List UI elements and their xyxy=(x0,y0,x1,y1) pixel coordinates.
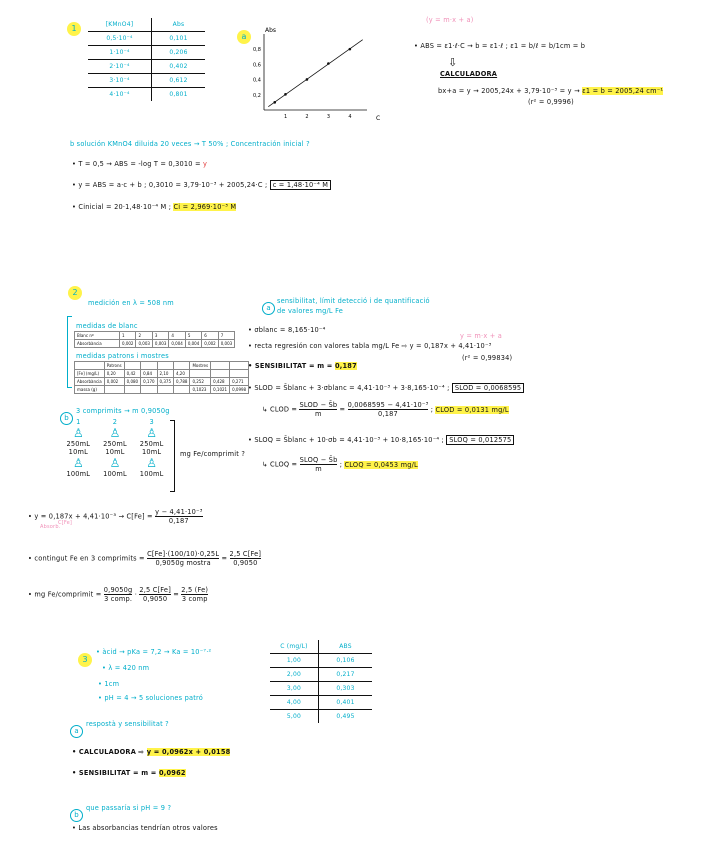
y-tick-label: 0,2 xyxy=(253,92,261,99)
section-3-number: 3 xyxy=(78,647,92,667)
data-point xyxy=(306,78,309,81)
calc-line: bx+a = y → 2005,24x + 3,79·10⁻³ = y → ε1 = b = 2005,24 cm⁻¹ xyxy=(438,87,664,95)
beer-law-line: • ABS = ε1·ℓ·C → b = ε1·ℓ ; ε1 = b/ℓ = b/1cm = b xyxy=(414,42,586,50)
wavelength-note: medición en λ = 508 nm xyxy=(88,299,174,307)
fe-equation: • y = 0,187x + 4,41·10⁻³ → C[Fe] = $\frac{\text{y − 4,41·10⁻³}}{0,187}$ xyxy=(28,508,203,525)
cfe-note: C[Fe] xyxy=(58,520,73,526)
part-3b-answer: • Las absorbancias tendrían otros valores xyxy=(72,824,218,832)
blanc-table: Blanc nº 1 2 3 4 5 6 7 Absorbància 0,002 0,003 0,003 0,004 0,004 0,002 0,003 xyxy=(74,331,235,348)
sigma-blanc: • σblanc = 8,165·10⁻⁴ xyxy=(248,326,326,334)
sec3-item-3: • 1cm xyxy=(98,680,120,688)
calc-r2: (r² = 0,9996) xyxy=(528,98,574,106)
part-b-question: b solución KMnO4 diluida 20 veces → T 50% ; Concentración inicial ? xyxy=(70,140,310,148)
blanc-label: medidas de blanc xyxy=(76,322,138,330)
part-3b-title: que passaría si pH = 9 ? xyxy=(86,804,172,812)
table-row: 2,00 0,217 xyxy=(270,668,372,682)
x-tick-label: 1 xyxy=(283,114,288,120)
table-row: [Fe] (mg/L) 0,20 0,42 0,84 2,10 4,20 xyxy=(75,370,249,378)
part-2a-title: sensibilitat, límit detecció i de quantificació xyxy=(277,297,430,305)
data-point xyxy=(284,93,287,96)
concentration-result: c = 1,48·10⁻⁴ M xyxy=(270,180,331,190)
table-row: 2·10⁻⁴ 0,402 xyxy=(88,60,205,74)
table-row: 4·10⁻⁴ 0,801 xyxy=(88,88,205,102)
flask-icon: ♙ xyxy=(72,426,84,440)
cinicial-result: Ci = 2,969·10⁻³ M xyxy=(173,203,237,211)
x-axis-label: C xyxy=(376,115,381,122)
sec3-table: C (mg/L) ABS 1,00 0,106 2,00 0,217 3,00 0,303 4,00 0,401 5,00 0,495 xyxy=(270,640,372,723)
table-row: 3,00 0,303 xyxy=(270,682,372,696)
regression-note: • recta regresión con valores tabla mg/L Fe ⇨ y = 0,187x + 4,41·10⁻³ xyxy=(248,342,492,350)
table-row: 3·10⁻⁴ 0,612 xyxy=(88,74,205,88)
slod-line: • SLOD = S̄blanc + 3·σblanc = 4,41·10⁻³ + 3·8,165·10⁻⁴ ; SLOD = 0,0068595 xyxy=(248,384,524,392)
table-row: Absorbància 0,002 0,003 0,003 0,004 0,004 0,002 0,003 xyxy=(75,340,235,348)
clod-result: CLOD = 0,0131 mg/L xyxy=(435,405,509,414)
sloq-line: • SLOQ = S̄blanc + 10·σb = 4,41·10⁻³ + 10·8,165·10⁻⁴ ; SLOQ = 0,012575 xyxy=(248,436,514,444)
y-axis-label: Abs xyxy=(265,27,277,34)
flask-icon: ♙ xyxy=(72,456,84,470)
regression-r2: (r² = 0,99834) xyxy=(462,354,513,362)
table-row: 0,5·10⁻⁴ 0,101 xyxy=(88,32,205,46)
table-row: Absorbància 0,002 0,080 0,170 0,375 0,788 0,252 0,428 0,271 xyxy=(75,378,249,386)
table-header: Abs xyxy=(152,18,206,32)
part-a-label: a xyxy=(237,24,251,44)
table-row: massa (g) 0,1023 0,1021 0,0998 xyxy=(75,386,249,394)
sec3-item-2: • λ = 420 nm xyxy=(102,664,150,672)
content-equation: • contingut Fe en 3 comprimits = $\frac{C[Fe]\cdot(100/10)\cdot 0,25L}{\text{0,9050g mostra}}$ = $\frac{2,5 C[Fe]}{0,9050}$ xyxy=(28,550,262,567)
table-header: [KMnO4] xyxy=(88,18,152,32)
sec3-item-1: • àcid → pKa = 7,2 → Ka = 10⁻⁷·² xyxy=(96,648,212,656)
table-row: 5,00 0,495 xyxy=(270,710,372,724)
calibration-chart xyxy=(252,22,402,122)
table-row: 4,00 0,401 xyxy=(270,696,372,710)
arrow-down-icon: ⇩ xyxy=(448,56,458,69)
patrons-label: medidas patrons i mostres xyxy=(76,352,169,360)
data-point xyxy=(273,101,276,104)
part-3a-label: a xyxy=(70,718,83,738)
section-1-number: 1 xyxy=(67,16,81,36)
part-3a-title: respostà y sensibilitat ? xyxy=(86,720,169,728)
sec3-regression-result: y = 0,0962x + 0,0158 xyxy=(146,748,231,756)
flask-icon: ♙ xyxy=(109,426,121,440)
kmno4-table xyxy=(88,18,205,101)
part-2a-title2: de valores mg/L Fe xyxy=(277,307,343,315)
mg-per-tablet-equation: • mg Fe/comprimit = $\frac{0,9050g}{\text{3 comp.}}$ · $\frac{2,5 C[Fe]}{0,9050}$ = $\frac{2,5 (Fe)}{\text{3 comp}}$ xyxy=(28,586,209,603)
y-tick-label: 0,8 xyxy=(253,47,261,54)
flask-bracket xyxy=(170,420,175,492)
cloq-result: CLOQ = 0,0453 mg/L xyxy=(344,460,418,469)
sec3-sens-line: • SENSIBILITAT = m = 0,0962 xyxy=(72,769,186,777)
table-row: 1·10⁻⁴ 0,206 xyxy=(88,46,205,60)
y-tick-label: 0,4 xyxy=(253,77,261,84)
beer-hint: (y = m·x + a) xyxy=(426,16,474,24)
sec3-item-4: • pH = 4 → 5 soluciones patró xyxy=(98,694,203,702)
patrons-table: Patrons Mostres [Fe] (mg/L) 0,20 0,42 0,84 2,10 4,20 Absorbància 0,002 0,080 0,170 0,375 0,788 0,252 0,428 0,271 massa (g) 0,1023 0,1021 0,0998 xyxy=(74,361,249,394)
sloq-result: SLOQ = 0,012575 xyxy=(446,435,514,445)
sec3-calc-line: • CALCULADORA ⇨ y = 0,0962x + 0,0158 xyxy=(72,748,231,756)
epsilon-result: ε1 = b = 2005,24 cm⁻¹ xyxy=(582,87,664,95)
regression-line: • y = ABS = a·c + b ; 0,3010 = 3,79·10⁻³ + 2005,24·C ; c = 1,48·10⁻⁴ M xyxy=(72,181,331,189)
x-tick-label: 2 xyxy=(305,114,309,120)
section-2-number: 2 xyxy=(68,280,82,300)
flask-icon: ♙ xyxy=(109,456,121,470)
cloq-line: ↳ CLOQ = $\frac{\text{SLOQ − S̄b}}{m}$ ; CLOQ = 0,0453 mg/L xyxy=(262,456,418,473)
part-2b-title: 3 comprimits → m 0,9050g xyxy=(76,407,170,415)
data-point xyxy=(349,48,352,51)
regression-hint: y = m·x + a xyxy=(460,332,502,340)
y-tick-label: 0,6 xyxy=(253,62,261,69)
flask-diagram: 1 2 3 ♙ ♙ ♙ 250mL 250mL 250mL 10mL 10mL 10mL ♙ ♙ ♙ 100mL 100mL 100mL xyxy=(66,418,164,478)
transmittance-line: • T = 0,5 → ABS = -log T = 0,3010 = y xyxy=(72,160,208,168)
x-tick-label: 3 xyxy=(326,114,331,120)
flask-icon: ♙ xyxy=(146,456,158,470)
sensitivity-line: • SENSIBILITAT = m = 0,187 xyxy=(248,362,357,370)
flask-icon: ♙ xyxy=(146,426,158,440)
absorb-note: Absorb. xyxy=(40,524,61,530)
mg-question: mg Fe/comprimit ? xyxy=(180,450,246,458)
calculadora-label: CALCULADORA xyxy=(440,70,498,78)
data-point xyxy=(327,62,330,65)
table-row: 1,00 0,106 xyxy=(270,654,372,668)
part-3b-label: b xyxy=(70,802,83,822)
clod-line: ↳ CLOD = $\frac{\text{SLOD − S̄b}}{m}$ = $\frac{\text{0,0068595 − 4,41·10⁻³}}{0,187}$ ; CLOD = 0,0131 mg/L xyxy=(262,401,509,418)
cinicial-line: • Cinicial = 20·1,48·10⁻⁴ M ; Ci = 2,969·10⁻³ M xyxy=(72,203,237,211)
bracket xyxy=(67,316,72,388)
fit-line xyxy=(268,40,362,107)
sec3-sensitivity-value: 0,0962 xyxy=(159,769,186,777)
x-tick-label: 4 xyxy=(348,114,352,120)
sensitivity-value: 0,187 xyxy=(335,362,357,370)
part-2b-label: b xyxy=(60,405,73,425)
part-2a-label: a xyxy=(262,295,275,315)
slod-result: SLOD = 0,0068595 xyxy=(452,383,524,393)
